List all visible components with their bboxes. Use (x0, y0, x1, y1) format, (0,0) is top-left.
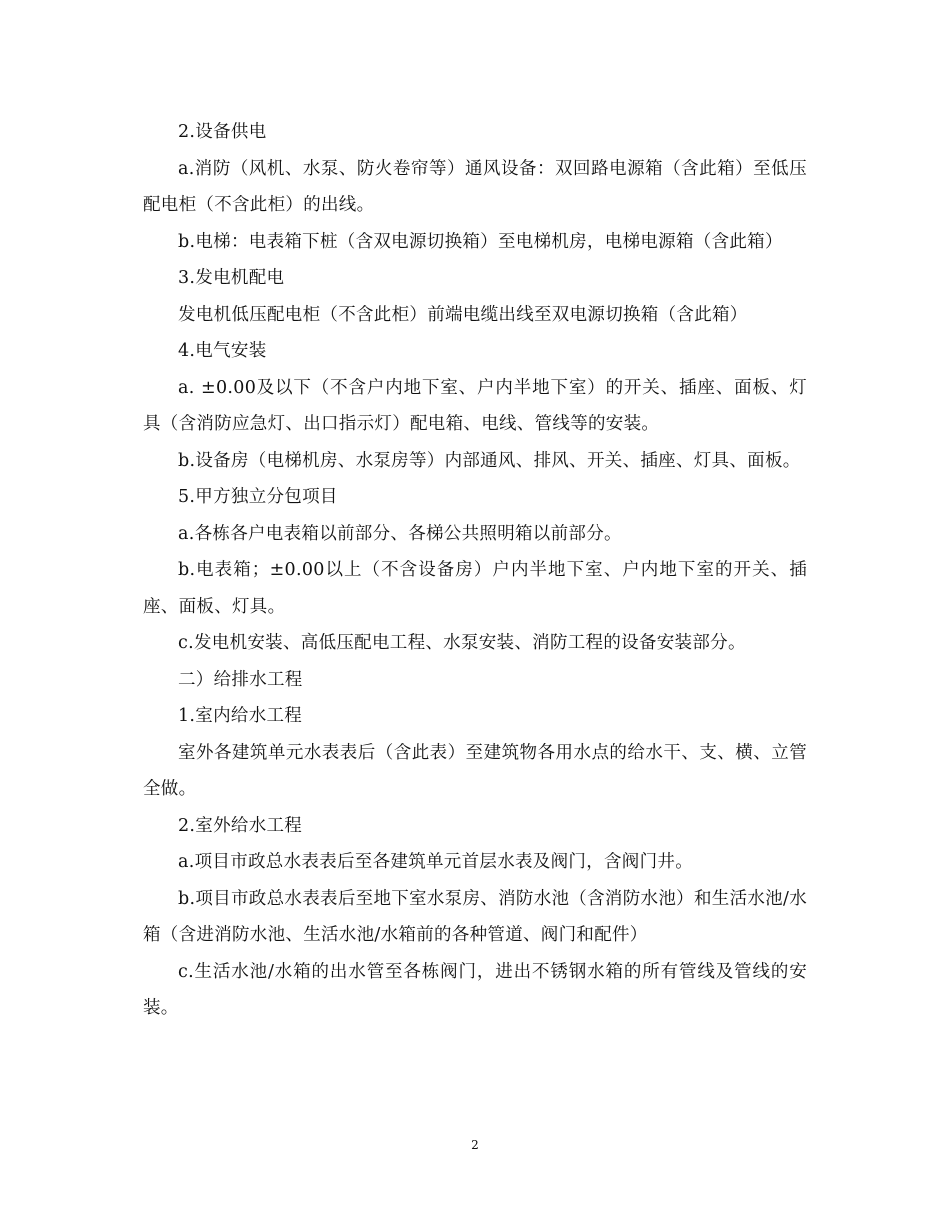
heading-electrical-installation: 4.电气安装 (178, 341, 267, 361)
heading-water-drainage: 二）给排水工程 (178, 669, 303, 690)
heading-outdoor-water-supply: 2.室外给水工程 (178, 815, 303, 836)
paragraph-generator-installation: c.发电机安装、高低压配电工程、水泵安装、消防工程的设备安装部分。 (178, 633, 746, 653)
paragraph-meter-box-scope: a.各栋各户电表箱以前部分、各梯公共照明箱以前部分。 (178, 523, 622, 544)
paragraph-equipment-room: b.设备房（电梯机房、水泵房等）内部通风、排风、开关、插座、灯具、面板。 (178, 450, 801, 471)
paragraph-generator-cable: 发电机低压配电柜（不含此柜）前端电缆出线至双电源切换箱（含此箱） (178, 304, 748, 325)
paragraph-fire-ventilation-power: a.消防（风机、水泵、防火卷帘等）通风设备：双回路电源箱（含此箱）至低压配电柜（不含此柜）的出线。 (143, 158, 807, 215)
paragraph-meter-box-above-grade: b.电表箱；±0.00以上（不含设备房）户内半地下室、户内地下室的开关、插座、面板、灯具。 (143, 560, 807, 617)
paragraph-main-meter-to-units: a.项目市政总水表表后至各建筑单元首层水表及阀门，含阀门井。 (178, 852, 693, 872)
heading-generator-distribution: 3.发电机配电 (178, 268, 285, 288)
paragraph-below-grade-installation: a. ±0.00及以下（不含户内地下室、户内半地下室）的开关、插座、面板、灯具（含消防应急灯、出口指示灯）配电箱、电线、管线等的安装。 (143, 377, 807, 434)
page-number: 2 (471, 1138, 479, 1152)
paragraph-main-meter-to-pump-room: b.项目市政总水表表后至地下室水泵房、消防水池（含消防水池）和生活水池/水箱（含进消防水池、生活水池/水箱前的各种管道、阀门和配件） (143, 888, 807, 945)
heading-owner-subcontract: 5.甲方独立分包项目 (178, 487, 338, 507)
paragraph-tank-outlet: c.生活水池/水箱的出水管至各栋阀门，进出不锈钢水箱的所有管线及管线的安装。 (143, 961, 807, 1018)
heading-equipment-power: 2.设备供电 (178, 122, 267, 142)
paragraph-elevator-power: b.电梯：电表箱下桩（含双电源切换箱）至电梯机房，电梯电源箱（含此箱） (178, 231, 783, 252)
heading-indoor-water-supply: 1.室内给水工程 (178, 706, 303, 726)
paragraph-indoor-water-supply: 室外各建筑单元水表表后（含此表）至建筑物各用水点的给水干、支、横、立管全做。 (143, 742, 807, 799)
document-body (143, 114, 807, 1027)
